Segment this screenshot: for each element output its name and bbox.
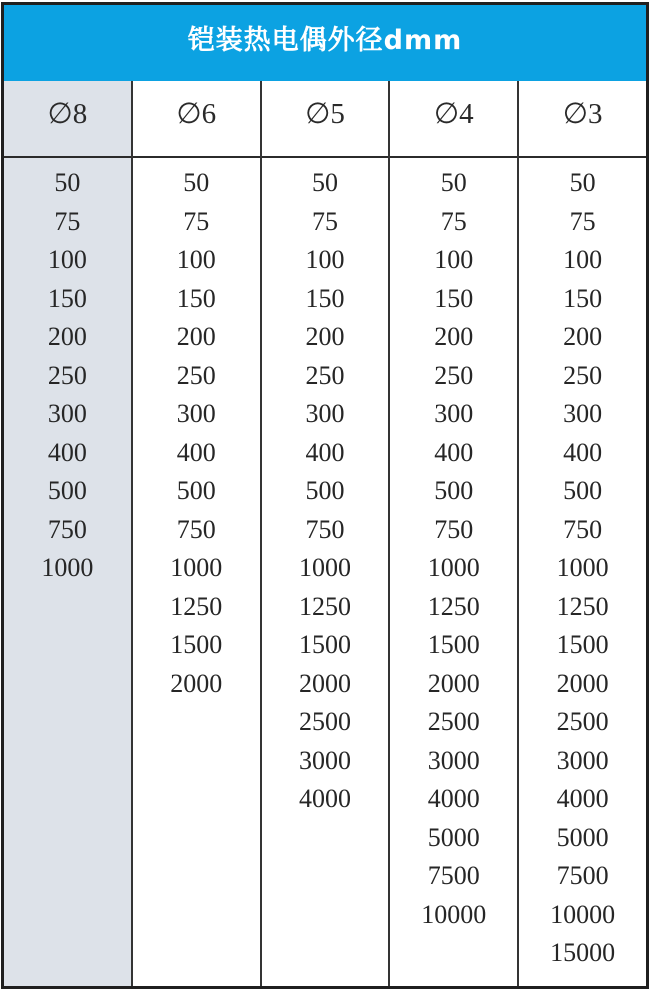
length-value: 1000 bbox=[298, 553, 351, 582]
length-value: 75 bbox=[569, 206, 596, 236]
length-value: 150 bbox=[47, 283, 87, 313]
length-value: 300 bbox=[305, 399, 345, 428]
table-grid bbox=[4, 81, 646, 986]
table-title: 铠装热电偶外径dmm bbox=[4, 5, 646, 81]
length-value: 400 bbox=[176, 437, 216, 467]
length-value: 3000 bbox=[298, 745, 351, 775]
length-value: 10000 bbox=[550, 899, 616, 929]
length-value: 150 bbox=[305, 283, 345, 313]
column-values bbox=[519, 158, 646, 973]
length-value: 250 bbox=[305, 360, 345, 390]
length-value: 300 bbox=[176, 399, 216, 428]
length-value: 250 bbox=[176, 360, 216, 390]
column-values bbox=[4, 158, 131, 588]
length-value: 15000 bbox=[550, 938, 616, 967]
length-value: 250 bbox=[47, 360, 87, 390]
length-value: 1000 bbox=[170, 553, 223, 582]
column-values bbox=[390, 158, 517, 934]
length-value: 75 bbox=[54, 206, 81, 236]
length-value: 1250 bbox=[298, 591, 351, 621]
length-value: 1000 bbox=[427, 553, 480, 582]
diameter-column bbox=[131, 81, 260, 986]
length-value: 100 bbox=[563, 245, 603, 274]
length-value: 500 bbox=[47, 476, 87, 505]
diameter-column bbox=[4, 81, 131, 986]
length-value: 5000 bbox=[556, 822, 609, 852]
length-value: 2500 bbox=[427, 707, 480, 736]
length-value: 750 bbox=[47, 514, 87, 544]
length-value: 2500 bbox=[556, 707, 609, 736]
length-value: 75 bbox=[311, 206, 338, 236]
spec-table bbox=[1, 2, 649, 989]
length-value: 100 bbox=[305, 245, 345, 274]
length-value: 300 bbox=[47, 399, 87, 428]
length-value: 5000 bbox=[427, 822, 480, 852]
length-value: 3000 bbox=[556, 745, 609, 775]
length-value: 750 bbox=[434, 514, 474, 544]
length-value: 400 bbox=[434, 437, 474, 467]
length-value: 200 bbox=[434, 322, 474, 351]
length-value: 300 bbox=[434, 399, 474, 428]
column-header: ∅8 bbox=[4, 81, 131, 158]
length-value: 1000 bbox=[556, 553, 609, 582]
length-value: 2500 bbox=[298, 707, 351, 736]
length-value: 7500 bbox=[427, 861, 480, 890]
diameter-column bbox=[388, 81, 517, 986]
column-header: ∅6 bbox=[133, 81, 260, 158]
diameter-column bbox=[517, 81, 646, 986]
length-value: 50 bbox=[311, 168, 338, 197]
length-value: 1500 bbox=[298, 630, 351, 659]
length-value: 500 bbox=[176, 476, 216, 505]
length-value: 400 bbox=[305, 437, 345, 467]
length-value: 100 bbox=[434, 245, 474, 274]
length-value: 2000 bbox=[170, 668, 223, 698]
length-value: 1250 bbox=[427, 591, 480, 621]
length-value: 300 bbox=[563, 399, 603, 428]
length-value: 400 bbox=[47, 437, 87, 467]
length-value: 2000 bbox=[298, 668, 351, 698]
length-value: 150 bbox=[176, 283, 216, 313]
column-values bbox=[133, 158, 260, 703]
length-value: 2000 bbox=[427, 668, 480, 698]
column-header: ∅5 bbox=[262, 81, 389, 158]
length-value: 4000 bbox=[556, 784, 609, 813]
length-value: 200 bbox=[176, 322, 216, 351]
length-value: 250 bbox=[434, 360, 474, 390]
length-value: 1500 bbox=[170, 630, 223, 659]
length-value: 50 bbox=[440, 168, 467, 197]
length-value: 10000 bbox=[421, 899, 487, 929]
length-value: 100 bbox=[176, 245, 216, 274]
length-value: 200 bbox=[563, 322, 603, 351]
length-value: 75 bbox=[440, 206, 467, 236]
length-value: 400 bbox=[563, 437, 603, 467]
length-value: 200 bbox=[47, 322, 87, 351]
column-header: ∅4 bbox=[390, 81, 517, 158]
length-value: 500 bbox=[563, 476, 603, 505]
length-value: 2000 bbox=[556, 668, 609, 698]
length-value: 1000 bbox=[41, 553, 94, 582]
column-header: ∅3 bbox=[519, 81, 646, 158]
length-value: 50 bbox=[54, 168, 81, 197]
length-value: 1250 bbox=[556, 591, 609, 621]
length-value: 500 bbox=[305, 476, 345, 505]
column-values bbox=[262, 158, 389, 819]
length-value: 250 bbox=[563, 360, 603, 390]
length-value: 1250 bbox=[170, 591, 223, 621]
length-value: 4000 bbox=[427, 784, 480, 813]
length-value: 500 bbox=[434, 476, 474, 505]
length-value: 75 bbox=[183, 206, 210, 236]
length-value: 7500 bbox=[556, 861, 609, 890]
length-value: 150 bbox=[434, 283, 474, 313]
diameter-column bbox=[260, 81, 389, 986]
length-value: 200 bbox=[305, 322, 345, 351]
length-value: 1500 bbox=[427, 630, 480, 659]
length-value: 750 bbox=[176, 514, 216, 544]
length-value: 150 bbox=[563, 283, 603, 313]
length-value: 750 bbox=[305, 514, 345, 544]
length-value: 100 bbox=[47, 245, 87, 274]
length-value: 50 bbox=[183, 168, 210, 197]
length-value: 50 bbox=[569, 168, 596, 197]
length-value: 750 bbox=[563, 514, 603, 544]
length-value: 1500 bbox=[556, 630, 609, 659]
length-value: 4000 bbox=[298, 784, 351, 813]
length-value: 3000 bbox=[427, 745, 480, 775]
